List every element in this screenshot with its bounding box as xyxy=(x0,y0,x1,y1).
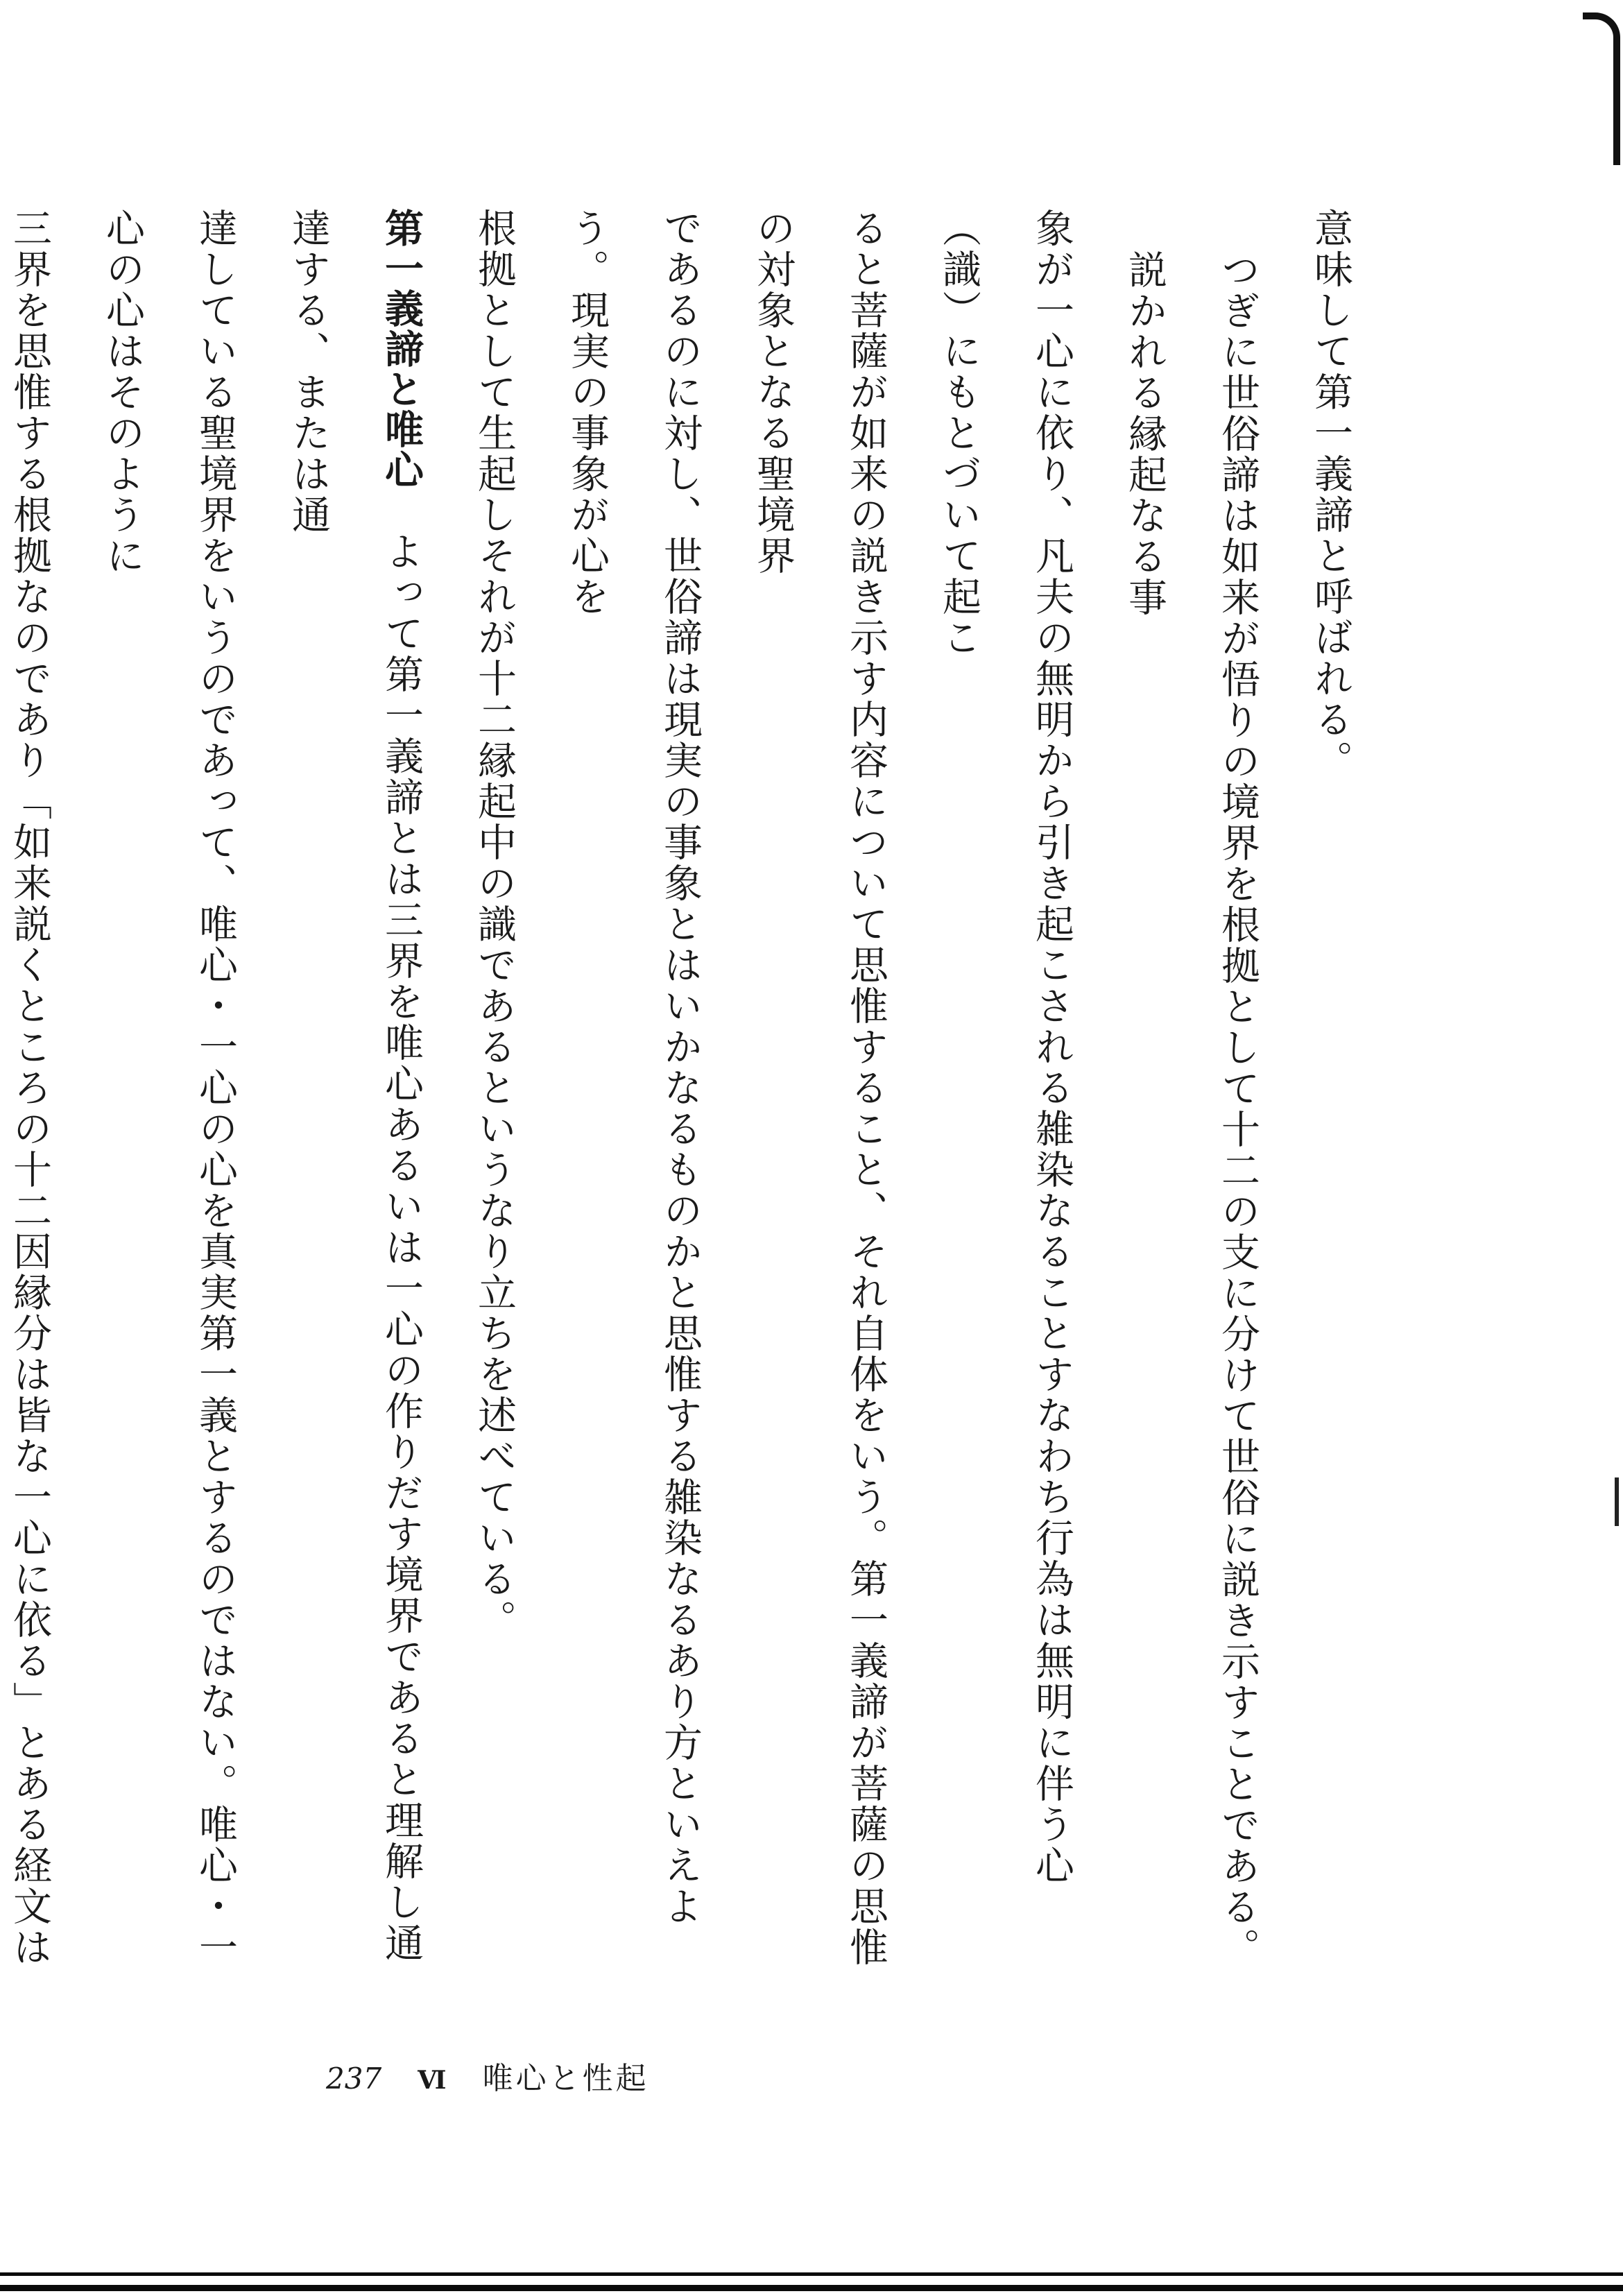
text-line: つぎに世俗諦は如来が悟りの境界を根拠として十二の支に分けて世俗に説き示すことである。説かれる縁起なる事 xyxy=(1122,250,1260,1969)
page-footer xyxy=(326,2053,649,2098)
section-first-line-text: よって第一義諦とは三界を唯心あるいは一心の作りだす境界であると理解し通達する、または通 xyxy=(286,208,424,1964)
text-line: であるのに対し、世俗諦は現実の事象とはいかなるものかと思惟する雑染なるあり方といえよう。現実の事象が心を xyxy=(565,208,703,1927)
section-heading: 第一義諦と唯心 xyxy=(379,208,424,490)
section-first-line xyxy=(261,208,447,1980)
bottom-rule xyxy=(0,2272,1623,2276)
chapter-number: Ⅵ xyxy=(418,2066,447,2095)
bottom-rule xyxy=(0,2285,1623,2291)
text-line: ると菩薩が如来の説き示す内容について思惟すること、それ自体をいう。第一義諦が菩薩の思惟の対象となる聖境界 xyxy=(750,208,888,1968)
page-number: 237 xyxy=(326,2062,382,2096)
text-line: 達している聖境界をいうのであって、唯心・一心の心を真実第一義とするのではない。唯心・一心の心はそのように xyxy=(100,208,238,1968)
scan-corner-mark xyxy=(1583,12,1620,165)
text-line: 意味して第一義諦と呼ばれる。 xyxy=(1308,208,1353,781)
text-line: 三界を思惟する根拠なのであり「如来説くところの十二因縁分は皆な一心に依る」とある経文は xyxy=(7,208,52,1968)
body-text xyxy=(7,208,1377,1980)
text-line: 象が一心に依り、凡夫の無明から引き起こされる雑染なることすなわち行為は無明に伴う心（識）にもとづいて起こ xyxy=(936,208,1074,1886)
scan-edge-mark xyxy=(1615,1477,1619,1526)
text-line: 根拠として生起しそれが十二縁起中の識であるというなり立ちを述べている。 xyxy=(472,208,517,1640)
chapter-title: 唯心と性起 xyxy=(482,2061,649,2096)
